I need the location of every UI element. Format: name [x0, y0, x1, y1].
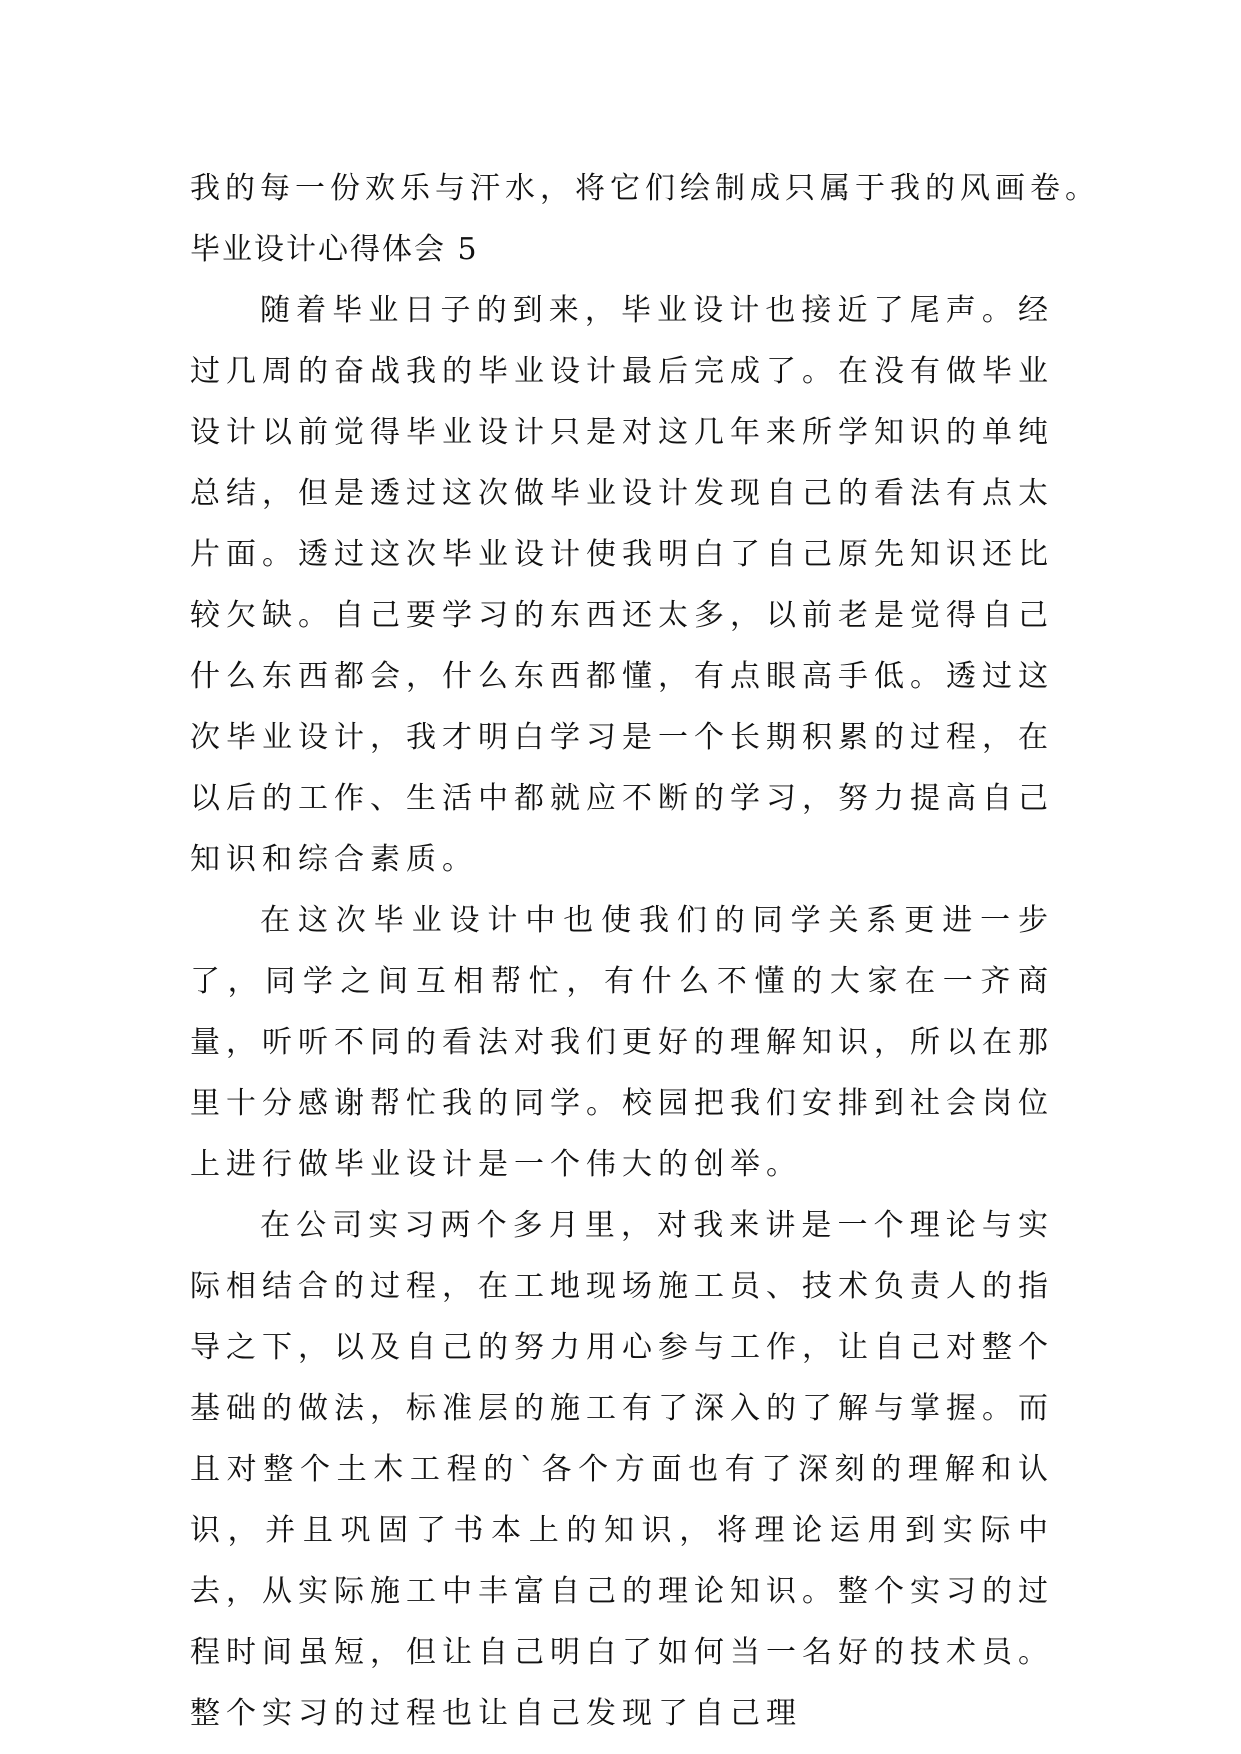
- lead-line: 我的每一份欢乐与汗水，将它们绘制成只属于我的风画卷。: [190, 171, 1100, 206]
- paragraph-2: 在这次毕业设计中也使我们的同学关系更进一步了，同学之间互相帮忙，有什么不懂的大家在一齐商量，听听不同的看法对我们更好的理解知识，所以在那里十分感谢帮忙我的同学。校园把我们安排到社会岗位上进行做毕业设计是一个伟大的创举。: [190, 903, 1054, 1182]
- section-title: 毕业设计心得体会 5: [190, 232, 479, 267]
- document-body: [190, 158, 1100, 1744]
- paragraph-3: 在公司实习两个多月里，对我来讲是一个理论与实际相结合的过程，在工地现场施工员、技术负责人的指导之下，以及自己的努力用心参与工作，让自己对整个基础的做法，标准层的施工有了深入的了解与掌握。而且对整个土木工程的`各个方面也有了深刻的理解和认识，并且巩固了书本上的知识，将理论运用到实际中去，从实际施工中丰富自己的理论知识。整个实习的过程时间虽短，但让自己明白了如何当一名好的技术员。整个实习的过程也让自己发现了自己理: [190, 1208, 1054, 1731]
- paragraph-1: 随着毕业日子的到来，毕业设计也接近了尾声。经过几周的奋战我的毕业设计最后完成了。在没有做毕业设计以前觉得毕业设计只是对这几年来所学知识的单纯总结，但是透过这次做毕业设计发现自己的看法有点太片面。透过这次毕业设计使我明白了自己原先知识还比较欠缺。自己要学习的东西还太多，以前老是觉得自己什么东西都会，什么东西都懂，有点眼高手低。透过这次毕业设计，我才明白学习是一个长期积累的过程，在以后的工作、生活中都就应不断的学习，努力提高自己知识和综合素质。: [190, 293, 1054, 877]
